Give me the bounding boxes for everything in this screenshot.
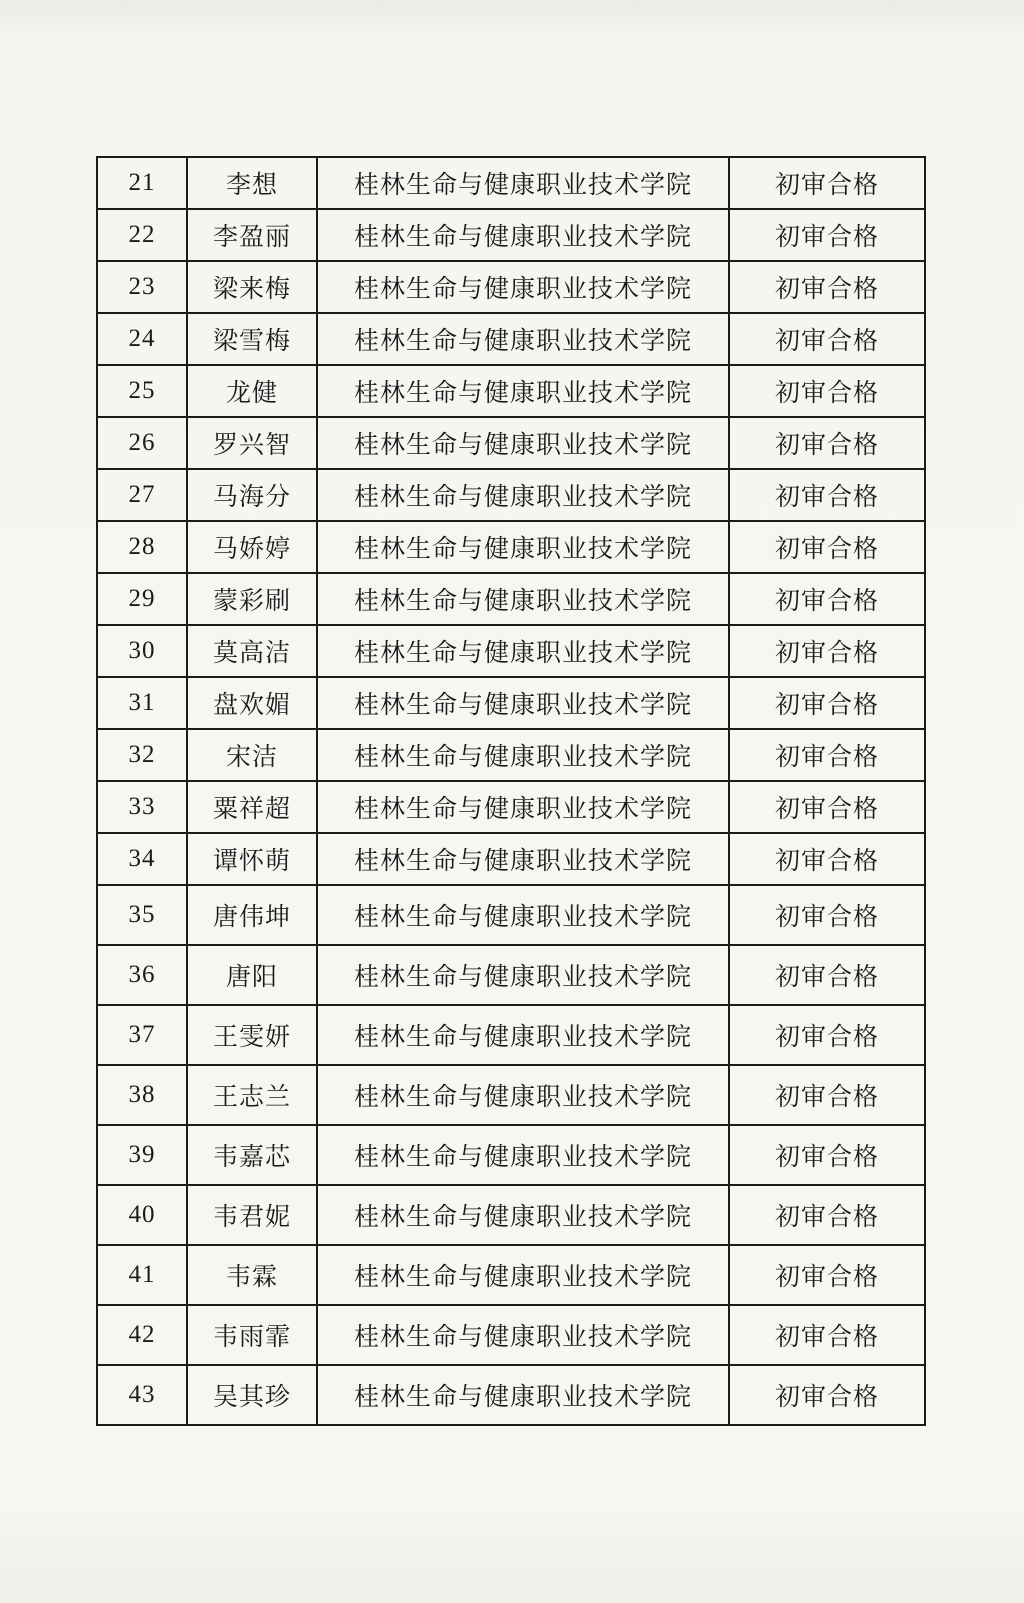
school-name: 桂林生命与健康职业技术学院 [317, 521, 729, 573]
table-row [97, 417, 925, 469]
row-number: 33 [97, 781, 187, 833]
table-row [97, 945, 925, 1005]
review-status: 初审合格 [729, 521, 925, 573]
table-row [97, 677, 925, 729]
candidate-name: 马海分 [187, 469, 317, 521]
review-status: 初审合格 [729, 1245, 925, 1305]
school-name: 桂林生命与健康职业技术学院 [317, 313, 729, 365]
table-row [97, 1365, 925, 1425]
row-number: 27 [97, 469, 187, 521]
review-status: 初审合格 [729, 209, 925, 261]
review-status: 初审合格 [729, 1305, 925, 1365]
school-name: 桂林生命与健康职业技术学院 [317, 781, 729, 833]
review-status: 初审合格 [729, 729, 925, 781]
school-name: 桂林生命与健康职业技术学院 [317, 1245, 729, 1305]
table-row [97, 885, 925, 945]
candidate-name: 盘欢媚 [187, 677, 317, 729]
review-status: 初审合格 [729, 1365, 925, 1425]
candidate-name: 梁来梅 [187, 261, 317, 313]
table-row [97, 729, 925, 781]
table-row [97, 469, 925, 521]
school-name: 桂林生命与健康职业技术学院 [317, 573, 729, 625]
row-number: 29 [97, 573, 187, 625]
review-status: 初审合格 [729, 1125, 925, 1185]
review-status: 初审合格 [729, 1005, 925, 1065]
review-status: 初审合格 [729, 313, 925, 365]
row-number: 24 [97, 313, 187, 365]
review-status: 初审合格 [729, 1065, 925, 1125]
school-name: 桂林生命与健康职业技术学院 [317, 885, 729, 945]
candidate-name: 韦嘉芯 [187, 1125, 317, 1185]
table-row [97, 209, 925, 261]
review-status: 初审合格 [729, 781, 925, 833]
row-number: 21 [97, 157, 187, 209]
row-number: 41 [97, 1245, 187, 1305]
row-number: 25 [97, 365, 187, 417]
candidate-name: 宋洁 [187, 729, 317, 781]
review-status: 初审合格 [729, 1185, 925, 1245]
row-number: 22 [97, 209, 187, 261]
table-row [97, 1005, 925, 1065]
review-status: 初审合格 [729, 469, 925, 521]
school-name: 桂林生命与健康职业技术学院 [317, 157, 729, 209]
review-status: 初审合格 [729, 261, 925, 313]
school-name: 桂林生命与健康职业技术学院 [317, 833, 729, 885]
table-row [97, 157, 925, 209]
row-number: 40 [97, 1185, 187, 1245]
table-row [97, 1305, 925, 1365]
review-status: 初审合格 [729, 157, 925, 209]
row-number: 23 [97, 261, 187, 313]
candidate-name: 韦霖 [187, 1245, 317, 1305]
candidate-table-container [96, 156, 924, 1426]
candidate-name: 龙健 [187, 365, 317, 417]
candidate-name: 蒙彩刷 [187, 573, 317, 625]
row-number: 37 [97, 1005, 187, 1065]
row-number: 43 [97, 1365, 187, 1425]
table-row [97, 313, 925, 365]
school-name: 桂林生命与健康职业技术学院 [317, 1005, 729, 1065]
review-status: 初审合格 [729, 945, 925, 1005]
school-name: 桂林生命与健康职业技术学院 [317, 1125, 729, 1185]
review-status: 初审合格 [729, 573, 925, 625]
candidate-name: 马娇婷 [187, 521, 317, 573]
table-row [97, 781, 925, 833]
review-status: 初审合格 [729, 417, 925, 469]
table-row [97, 1185, 925, 1245]
row-number: 34 [97, 833, 187, 885]
school-name: 桂林生命与健康职业技术学院 [317, 1185, 729, 1245]
candidate-name: 韦雨霏 [187, 1305, 317, 1365]
school-name: 桂林生命与健康职业技术学院 [317, 209, 729, 261]
candidate-name: 李盈丽 [187, 209, 317, 261]
table-row [97, 365, 925, 417]
review-status: 初审合格 [729, 365, 925, 417]
row-number: 39 [97, 1125, 187, 1185]
school-name: 桂林生命与健康职业技术学院 [317, 417, 729, 469]
candidate-table [96, 156, 926, 1426]
school-name: 桂林生命与健康职业技术学院 [317, 729, 729, 781]
row-number: 42 [97, 1305, 187, 1365]
school-name: 桂林生命与健康职业技术学院 [317, 1065, 729, 1125]
candidate-name: 莫高洁 [187, 625, 317, 677]
candidate-name: 王志兰 [187, 1065, 317, 1125]
candidate-name: 谭怀萌 [187, 833, 317, 885]
row-number: 26 [97, 417, 187, 469]
review-status: 初审合格 [729, 677, 925, 729]
row-number: 30 [97, 625, 187, 677]
row-number: 31 [97, 677, 187, 729]
candidate-name: 吴其珍 [187, 1365, 317, 1425]
table-row [97, 625, 925, 677]
row-number: 28 [97, 521, 187, 573]
table-row [97, 261, 925, 313]
school-name: 桂林生命与健康职业技术学院 [317, 1305, 729, 1365]
candidate-name: 韦君妮 [187, 1185, 317, 1245]
school-name: 桂林生命与健康职业技术学院 [317, 677, 729, 729]
row-number: 36 [97, 945, 187, 1005]
candidate-name: 王雯妍 [187, 1005, 317, 1065]
school-name: 桂林生命与健康职业技术学院 [317, 261, 729, 313]
table-row [97, 1065, 925, 1125]
school-name: 桂林生命与健康职业技术学院 [317, 1365, 729, 1425]
candidate-name: 唐阳 [187, 945, 317, 1005]
school-name: 桂林生命与健康职业技术学院 [317, 469, 729, 521]
school-name: 桂林生命与健康职业技术学院 [317, 365, 729, 417]
table-row [97, 833, 925, 885]
table-row [97, 521, 925, 573]
candidate-name: 唐伟坤 [187, 885, 317, 945]
review-status: 初审合格 [729, 833, 925, 885]
school-name: 桂林生命与健康职业技术学院 [317, 625, 729, 677]
table-row [97, 1125, 925, 1185]
candidate-name: 梁雪梅 [187, 313, 317, 365]
candidate-name: 罗兴智 [187, 417, 317, 469]
candidate-name: 李想 [187, 157, 317, 209]
table-row [97, 1245, 925, 1305]
row-number: 35 [97, 885, 187, 945]
candidate-name: 粟祥超 [187, 781, 317, 833]
school-name: 桂林生命与健康职业技术学院 [317, 945, 729, 1005]
review-status: 初审合格 [729, 625, 925, 677]
table-row [97, 573, 925, 625]
row-number: 32 [97, 729, 187, 781]
row-number: 38 [97, 1065, 187, 1125]
review-status: 初审合格 [729, 885, 925, 945]
